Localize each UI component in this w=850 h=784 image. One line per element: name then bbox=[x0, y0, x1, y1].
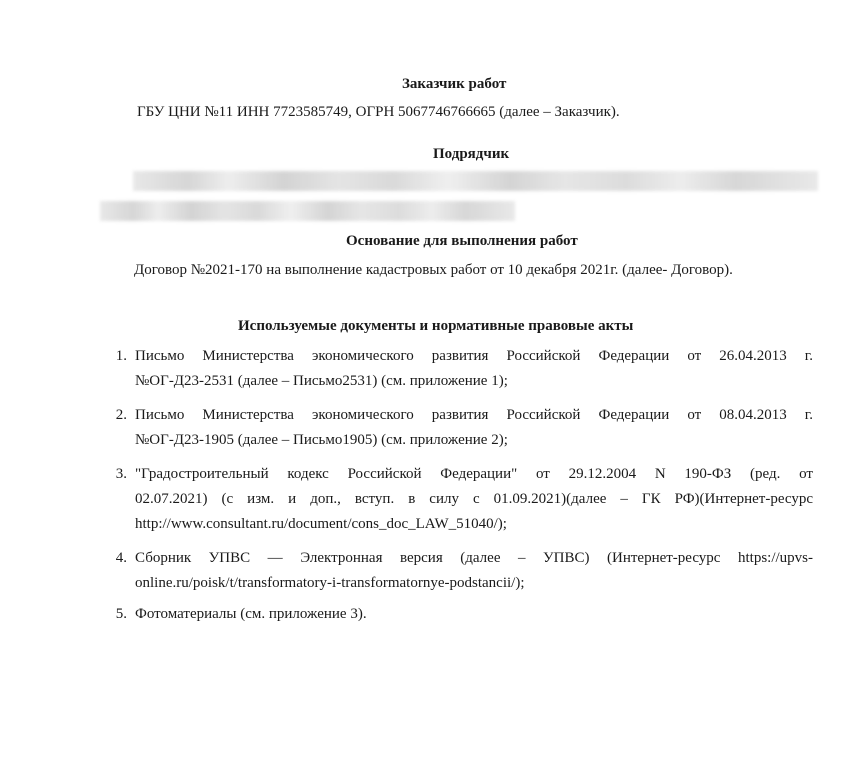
list-item-text: №ОГ-Д23-2531 (далее – Письмо2531) (см. приложение 1); bbox=[135, 373, 508, 389]
redacted-contractor-line-2 bbox=[100, 201, 515, 221]
list-item-text: Письмо Министерства экономического развития Российской Федерации от 26.04.2013 г. bbox=[135, 348, 813, 364]
list-item-link: http://www.consultant.ru/document/cons_doc_LAW_51040/); bbox=[135, 516, 507, 532]
list-item-text: Фотоматериалы (см. приложение 3). bbox=[135, 606, 367, 622]
list-item-link: online.ru/poisk/t/transformatory-i-transformatornye-podstancii/); bbox=[135, 575, 525, 591]
basis-text: Договор №2021-170 на выполнение кадастровых работ от 10 декабря 2021г. (далее- Договор). bbox=[134, 262, 733, 278]
redacted-contractor-line-1 bbox=[133, 171, 818, 191]
list-item-text: 02.07.2021) (с изм. и доп., вступ. в силу с 01.09.2021)(далее – ГК РФ)(Интернет-ресурс bbox=[135, 491, 813, 507]
list-item-number: 1. bbox=[115, 348, 127, 364]
contractor-heading: Подрядчик bbox=[433, 146, 510, 162]
list-item-number: 5. bbox=[115, 606, 127, 622]
list-item-text: Сборник УПВС — Электронная версия (далее – УПВС) (Интернет-ресурс https://upvs- bbox=[135, 550, 813, 566]
customer-heading: Заказчик работ bbox=[402, 76, 507, 92]
list-item-number: 2. bbox=[115, 407, 127, 423]
basis-heading: Основание для выполнения работ bbox=[346, 233, 578, 249]
list-item-text: Письмо Министерства экономического развития Российской Федерации от 08.04.2013 г. bbox=[135, 407, 813, 423]
list-item-number: 4. bbox=[115, 550, 127, 566]
list-item-text: №ОГ-Д23-1905 (далее – Письмо1905) (см. приложение 2); bbox=[135, 432, 508, 448]
customer-text: ГБУ ЦНИ №11 ИНН 7723585749, ОГРН 5067746766665 (далее – Заказчик). bbox=[137, 104, 620, 120]
documents-heading: Используемые документы и нормативные правовые акты bbox=[238, 318, 634, 334]
list-item-number: 3. bbox=[115, 466, 127, 482]
list-item-text: "Градостроительный кодекс Российской Федерации" от 29.12.2004 N 190-ФЗ (ред. от bbox=[135, 466, 813, 482]
